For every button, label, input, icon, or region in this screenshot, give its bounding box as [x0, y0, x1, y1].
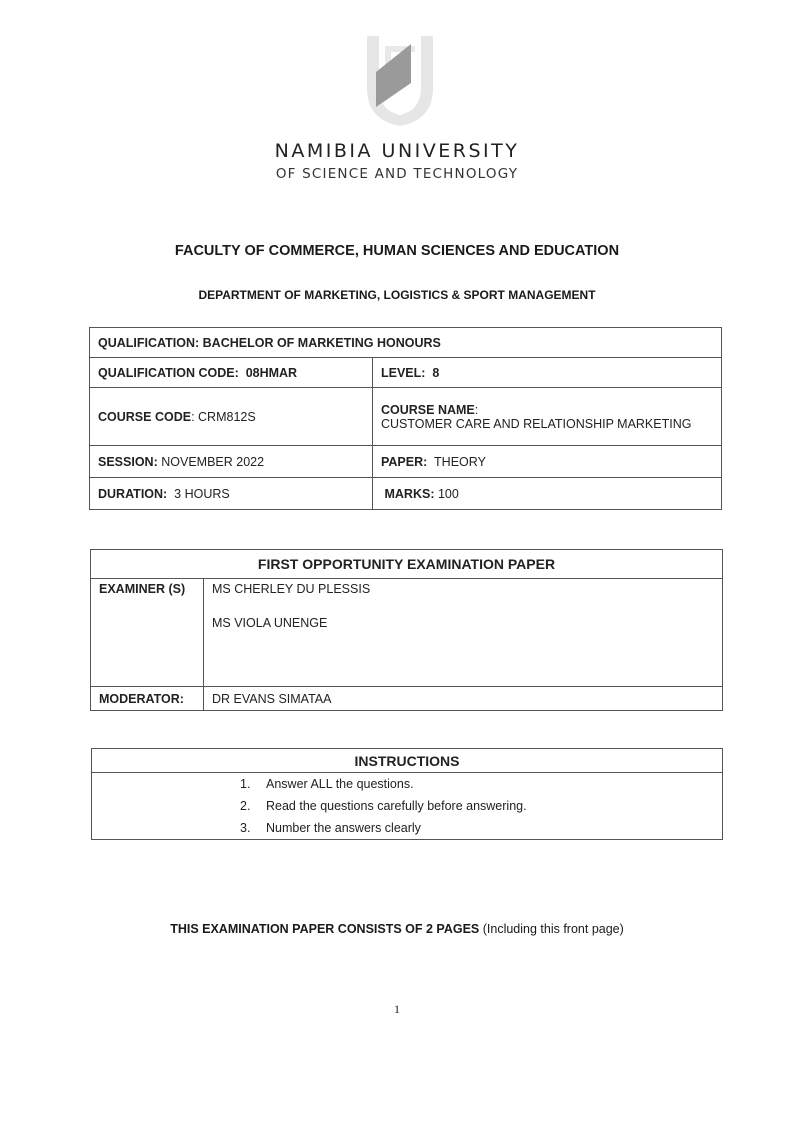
- qualification-code-cell: [90, 358, 373, 388]
- instruction-item: [240, 795, 722, 817]
- examiner-names-cell: [204, 579, 723, 687]
- course-name-cell: COURSE NAME: CUSTOMER CARE AND RELATIONSHIP MARKETING: [373, 388, 722, 446]
- qualification-code-label: QUALIFICATION CODE:: [98, 365, 239, 380]
- marks-value: 100: [437, 486, 459, 501]
- qualification-cell: [90, 328, 722, 358]
- qualification-table: [89, 327, 722, 510]
- session-value: NOVEMBER 2022: [161, 454, 265, 469]
- instruction-text: Answer ALL the questions.: [266, 777, 414, 791]
- page-count-note-text: (Including this front page): [479, 922, 624, 936]
- exam-title-row: [91, 550, 723, 579]
- instruction-number: 1.: [240, 777, 251, 791]
- duration-row: [90, 478, 722, 510]
- duration-label: DURATION:: [98, 486, 168, 501]
- paper-label: PAPER:: [381, 454, 428, 469]
- university-name: NAMIBIA UNIVERSITY: [274, 140, 520, 162]
- duration-value: 3 HOURS: [174, 486, 230, 501]
- instruction-item: [240, 773, 722, 795]
- examiner-name: MS CHERLEY DU PLESSIS: [212, 582, 371, 596]
- university-logo: [357, 28, 443, 128]
- qualification-row: [90, 328, 722, 358]
- paper-cell: [373, 446, 722, 478]
- instruction-text: Number the answers clearly: [266, 821, 421, 835]
- page-count-bold: THIS EXAMINATION PAPER CONSISTS OF 2 PAGES: [170, 922, 480, 936]
- exam-title: FIRST OPPORTUNITY EXAMINATION PAPER: [91, 550, 723, 579]
- page-count-note: [0, 922, 794, 936]
- examiner-name: MS VIOLA UNENGE: [212, 616, 328, 630]
- qualification-value: BACHELOR OF MARKETING HONOURS: [202, 335, 441, 350]
- instructions-table: [91, 748, 723, 840]
- course-name-value: CUSTOMER CARE AND RELATIONSHIP MARKETING: [381, 416, 692, 431]
- instructions-title: INSTRUCTIONS: [92, 749, 723, 773]
- course-code-cell: [90, 388, 373, 446]
- instruction-number: 2.: [240, 799, 251, 813]
- page-number: 1: [394, 1002, 400, 1016]
- moderator-name: DR EVANS SIMATAA: [204, 687, 723, 711]
- faculty-heading: FACULTY OF COMMERCE, HUMAN SCIENCES AND EDUCATION: [174, 243, 620, 259]
- course-code-label: COURSE CODE: [98, 409, 192, 424]
- duration-cell: [90, 478, 373, 510]
- instructions-list: [92, 773, 723, 840]
- university-subtitle: OF SCIENCE AND TECHNOLOGY: [275, 166, 519, 182]
- nust-shield-logo-icon: [357, 28, 443, 128]
- moderator-row: [91, 687, 723, 711]
- examiner-label: EXAMINER (S): [91, 579, 204, 687]
- instruction-number: 3.: [240, 821, 251, 835]
- qualification-code-value: 08HMAR: [245, 365, 298, 380]
- instructions-title-row: [92, 749, 723, 773]
- level-label: LEVEL:: [381, 365, 426, 380]
- instruction-item: [240, 817, 722, 839]
- course-row: [90, 388, 722, 446]
- course-code-value: : CRM812S: [191, 409, 256, 424]
- session-row: [90, 446, 722, 478]
- department-heading: DEPARTMENT OF MARKETING, LOGISTICS & SPORT MANAGEMENT: [198, 288, 596, 302]
- examination-table: [90, 549, 723, 711]
- course-name-label: COURSE NAME: [381, 402, 475, 417]
- marks-label: MARKS:: [384, 486, 435, 501]
- marks-cell: [373, 478, 722, 510]
- instructions-list-row: [92, 773, 723, 840]
- session-cell: [90, 446, 373, 478]
- moderator-label: MODERATOR:: [91, 687, 204, 711]
- qualification-code-row: [90, 358, 722, 388]
- level-cell: [373, 358, 722, 388]
- paper-value: THEORY: [434, 454, 486, 469]
- instruction-text: Read the questions carefully before answering.: [266, 799, 527, 813]
- level-value: 8: [432, 365, 440, 380]
- session-label: SESSION:: [98, 454, 158, 469]
- examiner-row: [91, 579, 723, 687]
- qualification-label: QUALIFICATION:: [98, 335, 200, 350]
